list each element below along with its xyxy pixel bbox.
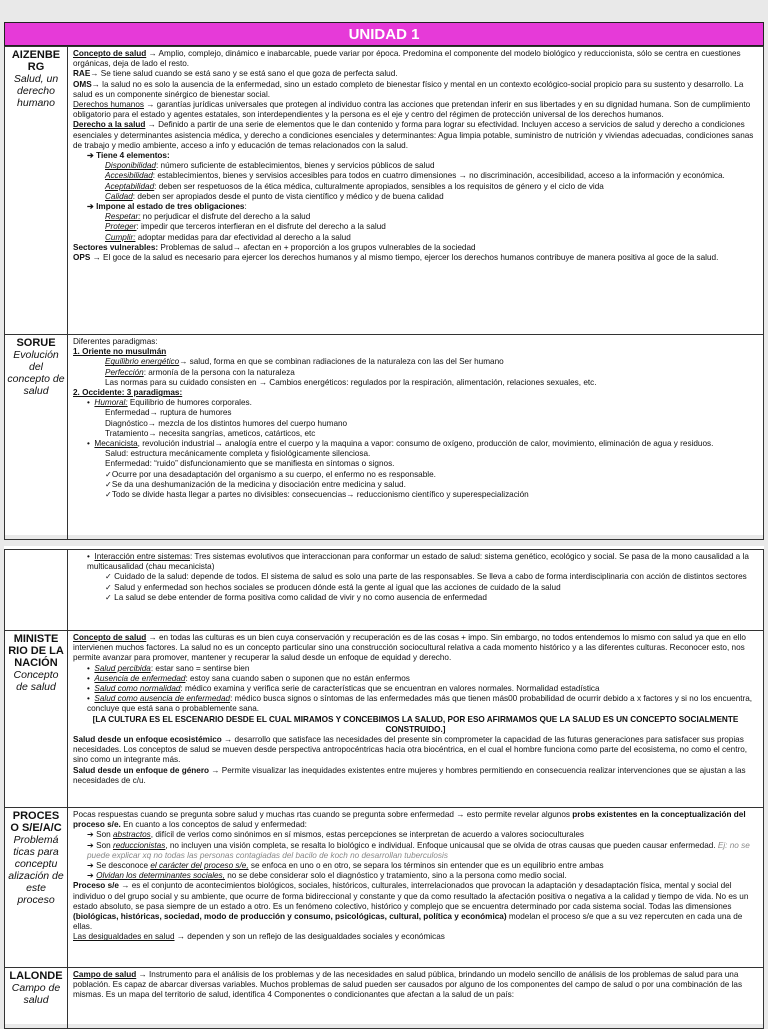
text: : impedir que terceros interfieran en el disfrute del derecho a la salud xyxy=(136,222,386,232)
text: En cuanto a los conceptos de salud y enfermedad: xyxy=(120,820,307,830)
text: Diferentes paradigmas: xyxy=(73,337,158,346)
text: : Tres sistemas evolutivos que interaccionan para conformar un estado de salud: sistema genético, ecológico y social. Se pasa de la mono causalidad a la multicausalidad (chau mecanicista) xyxy=(87,552,749,572)
text: ✓Todo se divide hasta llegar a partes no divisibles: consecuencias→ reduccionismo científico y superespecialización xyxy=(105,490,529,500)
text: : armonía de la persona con la naturaleza xyxy=(143,367,295,377)
term: reduccionistas xyxy=(112,840,166,850)
term: RAE xyxy=(73,69,91,79)
term: Respetar: xyxy=(105,212,141,222)
text: , no incluyen una visión completa, se resalta lo biológico e individual. Enfoque unicausal que se olvida de otras causas que pueden causar enfermedad. xyxy=(165,840,716,850)
text: : deben ser respetuosos de la ética médica, culturalmente apropiados, sensibles a los requisitos de género y el ciclo de vida xyxy=(154,181,604,191)
text: : médico examina y verifica serie de características que se encuentran en valores normales. Normalidad estadística xyxy=(180,684,600,694)
aizenberg-content xyxy=(68,47,764,335)
unit-title: UNIDAD 1 xyxy=(4,22,764,46)
author-topic: Campo de salud xyxy=(11,982,61,1006)
lalonde-row xyxy=(5,968,764,1029)
author-name: AIZENBE RG xyxy=(11,49,61,73)
text: Equilibrio de humores corporales. xyxy=(127,398,252,408)
subheading: 2. Occidente: 3 paradigmas: xyxy=(73,388,183,398)
term: Disponibilidad xyxy=(105,161,156,171)
text: ➔ Se desconoce xyxy=(87,861,151,871)
text: : número suficiente de establecimientos, bienes y servicios públicos de salud xyxy=(155,161,435,171)
term: Derecho a la salud xyxy=(73,120,146,130)
sorue-row xyxy=(5,335,764,540)
text: , revolución industrial→ analogía entre el cuerpo y la maquina a vapor: consumo de oxígeno, producción de calor, movimiento, eliminación de agua y residuos. xyxy=(137,439,714,449)
term: Proceso s/e xyxy=(73,881,119,891)
author-topic: Salud, un derecho humano xyxy=(13,73,59,109)
author-name: PROCES O S/E/A/C xyxy=(10,810,62,834)
text: → es el conjunto de acontecimientos biológicos, sociales, históricos, culturales, interrelacionados que provocan la adaptación y desadaptación física, mental y social del individuo o del grupo social y su ambiente, que ocurre de forma bidireccional y constante y que da como resultado la afectación positiva o negativa a la calidad y tiempo de vida. No es un estado absoluto, se pasa siempre de un estado a otro. Es un fenómeno colectivo, histórico y complejo que se encuentra determinado por cada sistema social. Todas las dimensiones xyxy=(73,881,749,911)
subheading: ➔ Tiene 4 elementos: xyxy=(87,151,170,161)
proceso-content xyxy=(68,808,764,968)
text: ✓ Salud y enfermedad son hechos sociales se producen dónde está la gente al igual que las acciones de cuidado de la salud xyxy=(105,582,561,592)
text: → dependen y son un reflejo de las desigualdades sociales y económicas xyxy=(174,932,445,942)
author-name: MINISTE RIO DE LA NACIÓN xyxy=(8,633,64,669)
text: Las normas para su cuidado consisten en → Cambios energéticos: regulados por la respiración, alimentación, relaciones sexuales, etc. xyxy=(105,377,597,387)
text: , difícil de verlos como sinónimos en sí mismos, estas percepciones se interpretan de acuerdo a valores socioculturales xyxy=(150,830,584,840)
text: → garantías jurídicas universales que protegen al individuo contra las acciones que pretendan inferir en sus libertades y en su dignidad humana. Son de cumplimiento obligatorio para el estado y agentes estatales, son interdependientes y la persona es el eje y centro del régimen de protección universal de los derechos humanos. xyxy=(73,100,751,120)
text: no perjudicar el disfrute del derecho a la salud xyxy=(140,212,311,222)
text: Pocas respuestas cuando se pregunta sobre salud y muchas rtas cuando se pregunta sobre enfermedad → esto permite revelar algunos xyxy=(73,810,573,819)
aizenberg-side xyxy=(5,47,68,335)
term: Ausencia de enfermedad xyxy=(94,673,186,683)
term: Las desigualdades en salud xyxy=(73,932,175,942)
text: ✓Ocurre por una desadaptación del organismo a su cuerpo, el enfermo no es responsable. xyxy=(105,469,436,479)
term: Humoral: xyxy=(94,398,128,408)
text: Diagnóstico→ mezcla de los distintos humores del cuerpo humano xyxy=(105,418,348,428)
text: : estar sano = sentirse bien xyxy=(150,663,250,673)
author-topic: Problemá ticas para conceptu alización de este proceso xyxy=(8,834,64,906)
aizenberg-row xyxy=(5,47,764,335)
ministerio-side xyxy=(5,631,68,808)
text: → la salud no es solo la ausencia de la enfermedad, sino un estado completo de bienestar físico y mental en un contexto ecológico-social propicio para su sustento y desarrollo. La salud es un componente sinérgico de bienestar social. xyxy=(73,79,744,99)
lalonde-content xyxy=(68,968,764,1029)
author-name: SORUE xyxy=(16,337,56,349)
term: Cumplir: xyxy=(105,232,136,242)
text: → en todas las culturas es un bien cuya conservación y recuperación es de las cosas + impo. Sin embargo, no todos entendemos lo mismo con salud ya que en ello intervienen muchos factores. La salud no es un concepto particular sino una construcción sociocultural relativa a cada momento histórico y a las diferentes culturas. Reconocer esto, nos permite avanzar para promover, mantener y recuperar la salud desde un enfoque de equidad y derecho. xyxy=(73,633,746,663)
text: Enfermedad→ ruptura de humores xyxy=(105,408,232,418)
term: Interacción entre sistemas xyxy=(94,552,190,561)
text: : estoy sana cuando saben o suponen que no están enfermos xyxy=(185,673,410,683)
term: OMS xyxy=(73,79,92,89)
text: se enfoca en uno o en otro, se separa los términos sin entender que es un equilibrio entre ambas xyxy=(248,861,604,871)
lalonde-side xyxy=(5,968,68,1029)
term: Olvidan los determinantes sociales, xyxy=(96,871,225,881)
text: Problemas de salud→ afectan en + proporción a los grupos vulnerables de la sociedad xyxy=(158,242,476,252)
sorue-side xyxy=(5,335,68,540)
text: ➔ xyxy=(87,871,97,881)
term: Salud desde un enfoque de género xyxy=(73,765,210,775)
text: → Definido a partir de una serie de elementos que le dan contenido y forma para lograr su efectividad. Incluyen acceso a servicios de salud y derecho a condiciones esenciales y determinantes asistencia médica, y derecho a condiciones esenciales y determinantes: Agua limpia potable, suministro de nutrición y viviendas adecuadas, condiciones sanas de trabajo y medio ambiente, acceso a info y educación de temas relacionados con la salud. xyxy=(73,120,754,150)
term: Accesibilidad xyxy=(105,171,153,181)
term: Campo de salud xyxy=(73,970,137,979)
page-two-table xyxy=(4,549,764,1029)
text: → salud, forma en que se combinan radiaciones de la naturaleza con las del Ser humano xyxy=(179,357,504,367)
text: ✓Se da una deshumanización de la medicina y disociación entre medicina y salud. xyxy=(105,479,406,489)
text: → desarrollo que satisface las necesidades del presente sin comprometer la capacidad de las futuras generaciones para satisfacer sus propias necesidades. Los conceptos de salud se mueven desde perspectiva antropocéntricas hacia otra biocéntrica, en el cual el hombre funciona como parte del ecosistema, no como el centro, sino como un integrante más. xyxy=(73,735,748,765)
text: ✓ La salud se debe entender de forma positiva como calidad de vivir y no como ausencia de enfermedad xyxy=(105,592,487,602)
term: Salud percibida xyxy=(94,663,151,673)
author-topic: Concepto de salud xyxy=(13,669,59,693)
term: Mecanicista xyxy=(94,439,138,449)
text: → Permite visualizar las inequidades existentes entre mujeres y hombres permitiendo en consecuencia realizar intervenciones que se ajustan a las necesidades de c/u. xyxy=(73,765,746,785)
proceso-side xyxy=(5,808,68,968)
term: Sectores vulnerables: xyxy=(73,242,159,252)
text: → Instrumento para el análisis de los problemas y de las necesidades en salud pública, brindando un modelo sencillo de análisis de los problemas de salud para una población. Es capaz de abarcar diversas variables. Muchos problemas de salud pueden ser causados por alguno de los componentes del campo de salud o por una combinación de las mismas. Es un mapa del territorio de salud, identifica 4 Componentes o condicionantes que afectan a la salud de un país: xyxy=(73,970,743,1000)
text: → El goce de la salud es necesario para ejercer los derechos humanos y al mismo tiempo, ejercer los derechos humanos contribuye de manera positiva al goce de la salud. xyxy=(90,253,719,263)
highlight-quote: [LA CULTURA ES EL ESCENARIO DESDE EL CUAL MIRAMOS Y CONCEBIMOS LA SALUD, POR ESO AFIRMAMOS QUE LA SALUD ES UN CONCEPTO SOCIALMENTE CONSTRUIDO.] xyxy=(92,714,739,734)
term: el carácter del proceso s/e, xyxy=(150,861,249,871)
term: Derechos humanos xyxy=(73,100,144,110)
text: modelan el proceso s/e que a su vez repercuten en cada una de ellas. xyxy=(73,912,743,932)
term: Concepto de salud xyxy=(73,49,147,58)
proceso-row xyxy=(5,808,764,968)
term: probs existentes en la conceptualización del proceso s/e. xyxy=(73,810,746,830)
term: abstractos xyxy=(112,830,151,840)
term: Salud desde un enfoque ecosistémico xyxy=(73,735,222,745)
ministerio-content: Concepto de salud → en todas las culturas es un bien cuya conservación y recuperación es de las cosas + impo. Sin embargo, no todos entendemos lo mismo con salud ya que en ello intervienen muchos factores. La salud no es un concepto particular sino una construcción sociocultural relativa a cada momento histórico y a las diferentes culturas. Reconocer esto, nos permite avanzar para promover, mantener y recuperar la salud desde un enfoque de equidad y derecho. • Salud percibida: estar sano = sentirse bien • Ausencia de enfermedad: estoy sana cuando saben o suponen que no están enfermos • Salud como normalidad: médico examina y verifica serie de características que se encuentran en valores normales. Normalidad estadística • Salud como ausencia de enfermedad: médico busca signos o síntomas de las enfermedades más que tienen más00 probabilidad de ocurrir debido a x factores y si no los encuentra, concluye que está sana o probablemente sana. [LA CULTURA ES EL ESCENARIO DESDE EL CUAL MIRAMOS Y CONCEBIMOS LA SALUD, POR ESO AFIRMAMOS QUE LA SALUD ES UN CONCEPTO SOCIALMENTE CONSTRUIDO.] Salud desde un enfoque ecosistémico → desarrollo que satisface las necesidades del presente sin comprometer la capacidad de las futuras generaciones para satisfacer sus propias necesidades. Los conceptos de salud se mueven desde perspectiva antropocéntricas hacia otra biocéntrica, en el cual el hombre funciona como parte del ecosistema, no como el centro, sino como un integrante más. Salud desde un enfoque de género → Permite visualizar las inequidades existentes entre mujeres y hombres permitiendo en consecuencia realizar intervenciones que se ajustan a las necesidades de c/u. xyxy=(68,631,764,808)
subheading: 1. Oriente no musulmán xyxy=(73,347,167,357)
continuation-content: • Interacción entre sistemas: Tres sistemas evolutivos que interaccionan para conformar un estado de salud: sistema genético, ecológico y social. Se pasa de la mono causalidad a la multicausalidad (chau mecanicista) ✓ Cuidado de la salud: depende de todos. El sistema de salud es solo una parte de las responsables. Se lleva a cabo de forma interdisciplinaria con acción de distintos sectores ✓ Salud y enfermedad son hechos sociales se producen dónde está la gente al igual que las acciones de cuidado de la salud ✓ La salud se debe entender de forma positiva como calidad de vivir y no como ausencia de enfermedad xyxy=(68,550,764,631)
subheading: ➔ Impone al estado de tres obligaciones xyxy=(87,202,245,212)
term: Salud como ausencia de enfermedad xyxy=(94,694,231,704)
term: Calidad xyxy=(105,191,133,201)
text: → Amplio, complejo, dinámico e inabarcable, puede variar por época. Predomina el componente del modelo biológico y reduccionista, sólo se centra en cuestiones orgánicas, deja de lado el resto. xyxy=(73,49,741,69)
term: (biológicas, históricas, sociedad, modo de producción y consumo, psicológicas, cultural, política y económica) xyxy=(73,912,507,922)
text: : médico busca signos o síntomas de las enfermedades más que tienen más00 probabilidad de ocurrir debido a x factores y si no los encuentra, concluye que está sana o probablemente sana. xyxy=(87,694,753,714)
text: no se debe considerar solo el diagnóstico y tratamiento, sino a la persona como medio social. xyxy=(224,871,567,881)
term: Aceptabilidad xyxy=(105,181,155,191)
text: → Se tiene salud cuando se está sano y se está sano el que goza de perfecta salud. xyxy=(90,69,398,79)
text: ➔ Son xyxy=(87,840,113,850)
text: Tratamiento→ necesita sangrías, ameticos, catárticos, etc xyxy=(105,428,316,438)
author-name: LALONDE xyxy=(9,970,63,982)
term: Proteger xyxy=(105,222,137,232)
page-one-table xyxy=(4,46,764,540)
continuation-row xyxy=(5,550,764,631)
text: ➔ Son xyxy=(87,830,113,840)
continuation-side xyxy=(5,550,68,631)
author-topic: Evolución del concepto de salud xyxy=(7,349,65,397)
text: adoptar medidas para dar efectividad al derecho a la salud xyxy=(135,232,351,242)
text: Salud: estructura mecánicamente completa y fisiológicamente silenciosa. xyxy=(105,449,371,459)
term: Concepto de salud xyxy=(73,633,147,642)
ministerio-row xyxy=(5,631,764,808)
text: : xyxy=(244,202,247,212)
sorue-content: Diferentes paradigmas: 1. Oriente no musulmán Equilibrio energético→ salud, forma en que se combinan radiaciones de la naturaleza con las del Ser humano Perfección: armonía de la persona con la naturaleza Las normas para su cuidado consisten en → Cambios energéticos: regulados por la respiración, alimentación, relaciones sexuales, etc. 2. Occidente: 3 paradigmas: • Humoral: Equilibrio de humores corporales. Enfermedad→ ruptura de humores Diagnóstico→ mezcla de los distintos humores del cuerpo humano Tratamiento→ necesita sangrías, ameticos, catárticos, etc • Mecanicista, revolución industrial→ analogía entre el cuerpo y la maquina a vapor: consumo de oxígeno, producción de calor, movimiento, eliminación de agua y residuos. Salud: estructura mecánicamente completa y fisiológicamente silenciosa. Enfermedad: “ruido” disfuncionamiento que se manifiesta en síntomas o signos. ✓Ocurre por una desadaptación del organismo a su cuerpo, el enfermo no es responsable. ✓Se da una deshumanización de la medicina y disociación entre medicina y salud. ✓Todo se divide hasta llegar a partes no divisibles: consecuencias→ reduccionismo científico y superespecialización xyxy=(68,335,764,540)
text: ✓ Cuidado de la salud: depende de todos. El sistema de salud es solo una parte de las responsables. Se lleva a cabo de forma interdisciplinaria con acción de distintos sectores xyxy=(105,572,747,582)
text: : deben ser apropiados desde el punto de vista científico y médico y de buena calidad xyxy=(132,191,444,201)
term: Equilibrio energético xyxy=(105,357,180,367)
example-note: Ej: no se puede explicar xq no todas las personas contagiadas del bacilo de koch no desarrollan tuberculosis xyxy=(87,840,750,860)
text: Enfermedad: “ruido” disfuncionamiento que se manifiesta en síntomas o signos. xyxy=(105,459,395,469)
text: : establecimientos, bienes y servisios accesibles para todos en cuatrro dimensiones → no discriminación, accesibilidad, acceso a la información y económica. xyxy=(152,171,725,181)
term: Perfección xyxy=(105,367,144,377)
term: OPS xyxy=(73,253,91,263)
term: Salud como normalidad xyxy=(94,684,181,694)
